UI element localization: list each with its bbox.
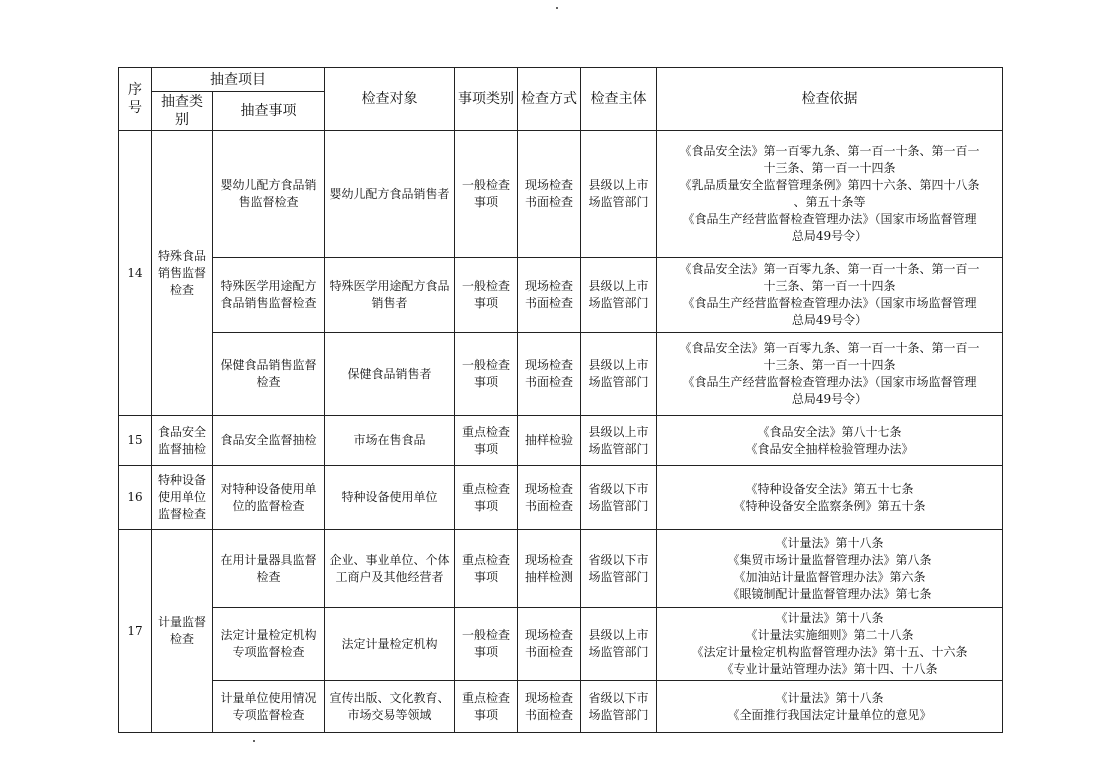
category-cell: 计量监督检查	[152, 530, 213, 733]
subject-cell: 省级以下市场监管部门	[581, 466, 657, 530]
type-cell: 重点检查事项	[455, 681, 518, 733]
category-cell: 特种设备使用单位监督检查	[152, 466, 213, 530]
target-cell: 法定计量检定机构	[325, 608, 455, 681]
method-cell: 现场检查书面检查	[518, 258, 581, 333]
basis-line: 《特种设备安全法》第五十七条	[745, 481, 914, 496]
type-cell: 一般检查事项	[455, 333, 518, 416]
basis-line: 总局49号令）	[791, 392, 868, 406]
scan-speck	[556, 7, 558, 9]
type-cell: 一般检查事项	[455, 258, 518, 333]
method-cell: 现场检查书面检查	[518, 333, 581, 416]
type-cell: 一般检查事项	[455, 131, 518, 258]
basis-cell	[657, 530, 1003, 608]
basis-line: 《加油站计量监督管理办法》第六条	[733, 569, 926, 584]
header-type: 事项类别	[455, 68, 518, 131]
target-cell: 特种设备使用单位	[325, 466, 455, 530]
basis-cell	[657, 333, 1003, 416]
header-item-group: 抽查项目	[152, 68, 325, 92]
method-cell: 抽样检验	[518, 416, 581, 466]
basis-line: 十三条、第一百一十四条	[763, 358, 896, 372]
table-row	[119, 416, 1003, 466]
basis-line: 、第五十条等	[793, 195, 866, 209]
method-cell: 现场检查书面检查	[518, 608, 581, 681]
target-cell: 企业、事业单位、个体工商户及其他经营者	[325, 530, 455, 608]
basis-line: 《专业计量站管理办法》第十四、十八条	[721, 662, 938, 676]
type-cell: 一般检查事项	[455, 608, 518, 681]
header-basis: 检查依据	[657, 68, 1003, 131]
target-cell: 市场在售食品	[325, 416, 455, 466]
matter-cell: 婴幼儿配方食品销售监督检查	[213, 131, 325, 258]
target-cell: 宣传出版、文化教育、市场交易等领域	[325, 681, 455, 733]
basis-line: 《全面推行我国法定计量单位的意见》	[727, 707, 932, 722]
basis-line: 十三条、第一百一十四条	[763, 279, 896, 293]
subject-cell: 县级以上市场监管部门	[581, 131, 657, 258]
table-row	[119, 258, 1003, 333]
basis-line: 《计量法》第十八条	[775, 535, 884, 550]
basis-line: 《食品生产经营监督检查管理办法》（国家市场监督管理	[682, 375, 977, 389]
method-cell: 现场检查书面检查	[518, 466, 581, 530]
matter-cell: 对特种设备使用单位的监督检查	[213, 466, 325, 530]
basis-line: 《食品安全法》第一百零九条、第一百一十条、第一百一	[679, 144, 980, 158]
basis-cell	[657, 681, 1003, 733]
category-cell: 食品安全监督抽检	[152, 416, 213, 466]
type-cell: 重点检查事项	[455, 416, 518, 466]
header-matter: 抽查事项	[213, 92, 325, 131]
scan-speck	[253, 740, 255, 742]
matter-cell: 特殊医学用途配方食品销售监督检查	[213, 258, 325, 333]
subject-cell: 县级以上市场监管部门	[581, 258, 657, 333]
basis-line: 《食品安全法》第一百零九条、第一百一十条、第一百一	[679, 262, 980, 276]
table-row	[119, 131, 1003, 258]
header-seq: 序号	[119, 68, 152, 131]
method-cell: 现场检查书面检查	[518, 131, 581, 258]
basis-cell	[657, 131, 1003, 258]
seq-cell: 15	[119, 416, 152, 466]
basis-line: 《食品安全抽样检验管理办法》	[745, 441, 914, 456]
matter-cell: 法定计量检定机构专项监督检查	[213, 608, 325, 681]
header-category: 抽查类别	[152, 92, 213, 131]
method-cell: 现场检查抽样检测	[518, 530, 581, 608]
target-cell: 婴幼儿配方食品销售者	[325, 131, 455, 258]
basis-line: 《法定计量检定机构监督管理办法》第十五、十六条	[691, 645, 968, 659]
type-cell: 重点检查事项	[455, 466, 518, 530]
subject-cell: 县级以上市场监管部门	[581, 608, 657, 681]
target-cell: 特殊医学用途配方食品销售者	[325, 258, 455, 333]
matter-cell: 计量单位使用情况专项监督检查	[213, 681, 325, 733]
basis-line: 《计量法》第十八条	[775, 690, 884, 705]
seq-cell: 16	[119, 466, 152, 530]
table-row	[119, 530, 1003, 608]
basis-line: 《集贸市场计量监督管理办法》第八条	[727, 552, 932, 567]
basis-cell	[657, 466, 1003, 530]
basis-line: 《乳品质量安全监督管理条例》第四十六条、第四十八条	[679, 178, 980, 192]
matter-cell: 在用计量器具监督检查	[213, 530, 325, 608]
basis-line: 《计量法》第十八条	[775, 611, 884, 625]
basis-cell	[657, 258, 1003, 333]
basis-line: 总局49号令）	[791, 313, 868, 327]
seq-cell: 14	[119, 131, 152, 416]
basis-line: 总局49号令）	[791, 229, 868, 243]
basis-line: 《特种设备安全监察条例》第五十条	[733, 498, 926, 513]
basis-line: 《计量法实施细则》第二十八条	[745, 628, 914, 642]
basis-line: 《眼镜制配计量监督管理办法》第七条	[727, 586, 932, 601]
header-method: 检查方式	[518, 68, 581, 131]
basis-line: 十三条、第一百一十四条	[763, 161, 896, 175]
basis-line: 《食品安全法》第八十七条	[757, 424, 902, 439]
seq-cell: 17	[119, 530, 152, 733]
subject-cell: 省级以下市场监管部门	[581, 530, 657, 608]
target-cell: 保健食品销售者	[325, 333, 455, 416]
subject-cell: 省级以下市场监管部门	[581, 681, 657, 733]
basis-cell	[657, 416, 1003, 466]
subject-cell: 县级以上市场监管部门	[581, 416, 657, 466]
type-cell: 重点检查事项	[455, 530, 518, 608]
header-subject: 检查主体	[581, 68, 657, 131]
basis-line: 《食品生产经营监督检查管理办法》（国家市场监督管理	[682, 212, 977, 226]
table-row	[119, 608, 1003, 681]
inspection-table	[118, 67, 1003, 733]
category-cell: 特殊食品销售监督检查	[152, 131, 213, 416]
basis-line: 《食品生产经营监督检查管理办法》（国家市场监督管理	[682, 296, 977, 310]
table-row	[119, 333, 1003, 416]
table-row	[119, 681, 1003, 733]
matter-cell: 食品安全监督抽检	[213, 416, 325, 466]
matter-cell: 保健食品销售监督检查	[213, 333, 325, 416]
method-cell: 现场检查书面检查	[518, 681, 581, 733]
subject-cell: 县级以上市场监管部门	[581, 333, 657, 416]
basis-cell	[657, 608, 1003, 681]
table-row	[119, 466, 1003, 530]
basis-line: 《食品安全法》第一百零九条、第一百一十条、第一百一	[679, 341, 980, 355]
header-target: 检查对象	[325, 68, 455, 131]
